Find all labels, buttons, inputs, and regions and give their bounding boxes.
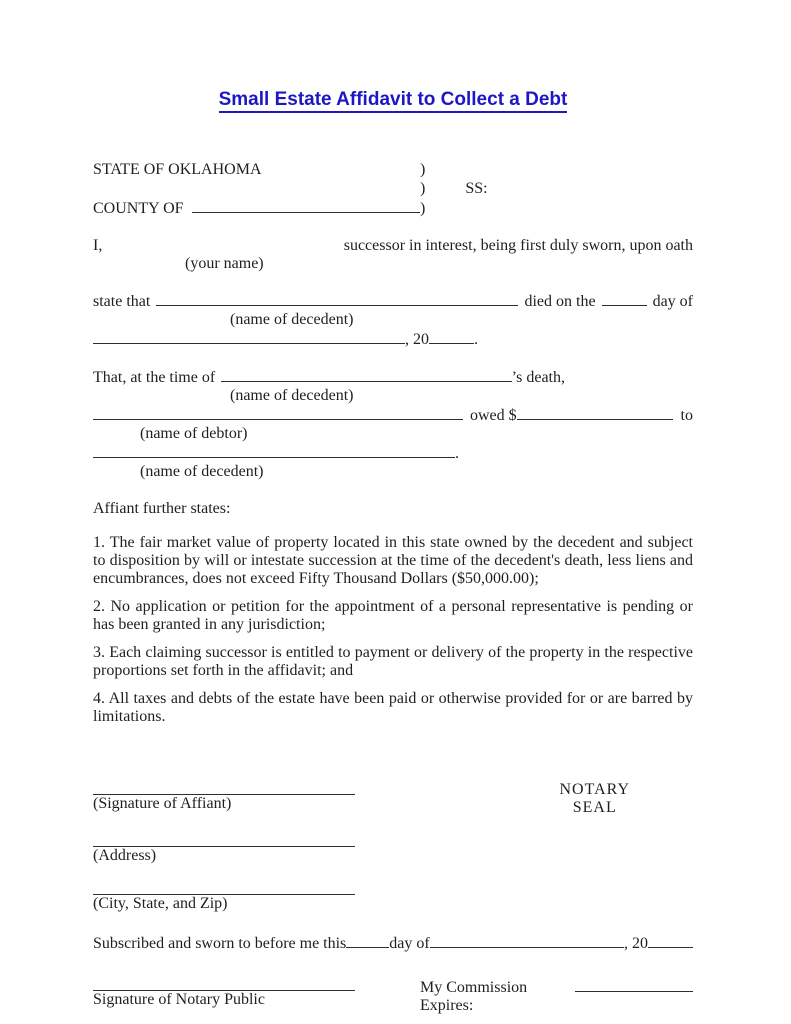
owed-line: [93, 405, 693, 425]
commission-expires-label: My Commission Expires:: [420, 979, 528, 1014]
affiant-intro-line: [93, 237, 693, 255]
signature-of-affiant-label: (Signature of Affiant): [93, 795, 232, 812]
owed-label: owed $: [470, 407, 517, 424]
commission-expires-line: [420, 977, 693, 1015]
statements-intro: Affiant further states:: [93, 500, 231, 517]
notary-signature-block: [93, 977, 693, 1015]
state-that-line: [93, 291, 693, 311]
name-of-decedent-label: (name of decedent): [230, 387, 354, 404]
debt-clause: [93, 367, 693, 481]
comma-20-label: , 20: [624, 935, 648, 952]
debtor-name-blank[interactable]: [93, 405, 463, 420]
death-year-line: [93, 329, 693, 349]
sworn-line: [93, 933, 693, 953]
county-label: COUNTY OF: [93, 200, 184, 217]
venue-caption: [93, 160, 693, 218]
statement-item-1: 1. The fair market value of property located in this state owned by the decedent and subject to disposition by will or intestate succession at the time of the decedent's death, less liens and encumbrances, does not exceed Fifty Thousand Dollars ($50,000.00);: [93, 534, 693, 587]
address-blank[interactable]: [93, 833, 355, 847]
county-line: [93, 198, 693, 218]
city-state-zip-block: [93, 881, 693, 913]
amount-blank[interactable]: [517, 405, 673, 420]
day-of-label: day of: [389, 935, 430, 952]
comma-20-label: , 20: [405, 331, 429, 348]
day-of-label: day of: [652, 293, 693, 310]
county-blank[interactable]: [192, 198, 420, 213]
name-of-decedent-label: (name of decedent): [230, 311, 354, 328]
died-on-the-label: died on the: [524, 293, 596, 310]
address-label: (Address): [93, 847, 157, 864]
death-date-clause: [93, 291, 693, 349]
time-of-death-line: [93, 367, 565, 387]
sworn-month-blank[interactable]: [430, 933, 624, 948]
name-of-decedent-label: (name of decedent): [140, 463, 264, 480]
successor-text: successor in interest, being first duly sworn, upon oath: [343, 237, 693, 254]
i-label: I,: [93, 237, 103, 254]
title-row: [93, 88, 693, 113]
name-of-debtor-label: (name of debtor): [140, 425, 248, 442]
ss-line: [93, 179, 693, 198]
address-block: [93, 833, 693, 865]
caption-paren: ): [420, 161, 426, 178]
death-year-blank[interactable]: [429, 329, 474, 344]
statement-item-2: 2. No application or petition for the appointment of a personal representative is pending or has been granted in any jurisdiction;: [93, 598, 693, 633]
notary-seal-placeholder: [560, 781, 631, 817]
subscribed-label: Subscribed and sworn to before me this: [93, 935, 347, 952]
caption-paren: ): [420, 180, 426, 197]
death-day-blank[interactable]: [602, 291, 647, 306]
affiant-signature-blank[interactable]: [93, 781, 355, 795]
period-label: .: [474, 331, 478, 348]
sworn-day-blank[interactable]: [346, 933, 389, 948]
to-label: to: [680, 407, 693, 424]
seal-label: SEAL: [572, 799, 617, 816]
affiant-signature-block: [93, 781, 693, 817]
notary-label: NOTARY: [559, 781, 630, 798]
state-label: STATE OF OKLAHOMA: [93, 161, 262, 178]
city-state-zip-blank[interactable]: [93, 881, 355, 895]
ss-label: SS:: [465, 180, 488, 197]
document-title: Small Estate Affidavit to Collect a Debt: [219, 89, 568, 113]
period-label: .: [455, 445, 459, 462]
state-line: [93, 160, 693, 179]
signature-of-notary-label: Signature of Notary Public: [93, 991, 265, 1008]
decedent-name-blank-3[interactable]: [93, 443, 455, 458]
caption-paren: ): [420, 200, 426, 217]
state-that-label: state that: [93, 293, 151, 310]
decedent-name-blank[interactable]: [156, 291, 518, 306]
s-death-label: ’s death,: [511, 369, 565, 386]
sworn-year-blank[interactable]: [648, 933, 693, 948]
death-month-blank[interactable]: [93, 329, 405, 344]
statement-item-4: 4. All taxes and debts of the estate have been paid or otherwise provided for or are barred by limitations.: [93, 690, 693, 725]
city-state-zip-label: (City, State, and Zip): [93, 895, 228, 912]
that-time-label: That, at the time of: [93, 369, 216, 386]
your-name-label: (your name): [185, 255, 264, 272]
notary-signature-blank[interactable]: [93, 977, 355, 991]
owed-to-line: [93, 443, 693, 463]
decedent-name-blank-2[interactable]: [221, 367, 511, 382]
statement-item-3: 3. Each claiming successor is entitled to payment or delivery of the property in the respective proportions set forth in the affidavit; and: [93, 644, 693, 679]
commission-expiry-blank[interactable]: [575, 977, 693, 992]
